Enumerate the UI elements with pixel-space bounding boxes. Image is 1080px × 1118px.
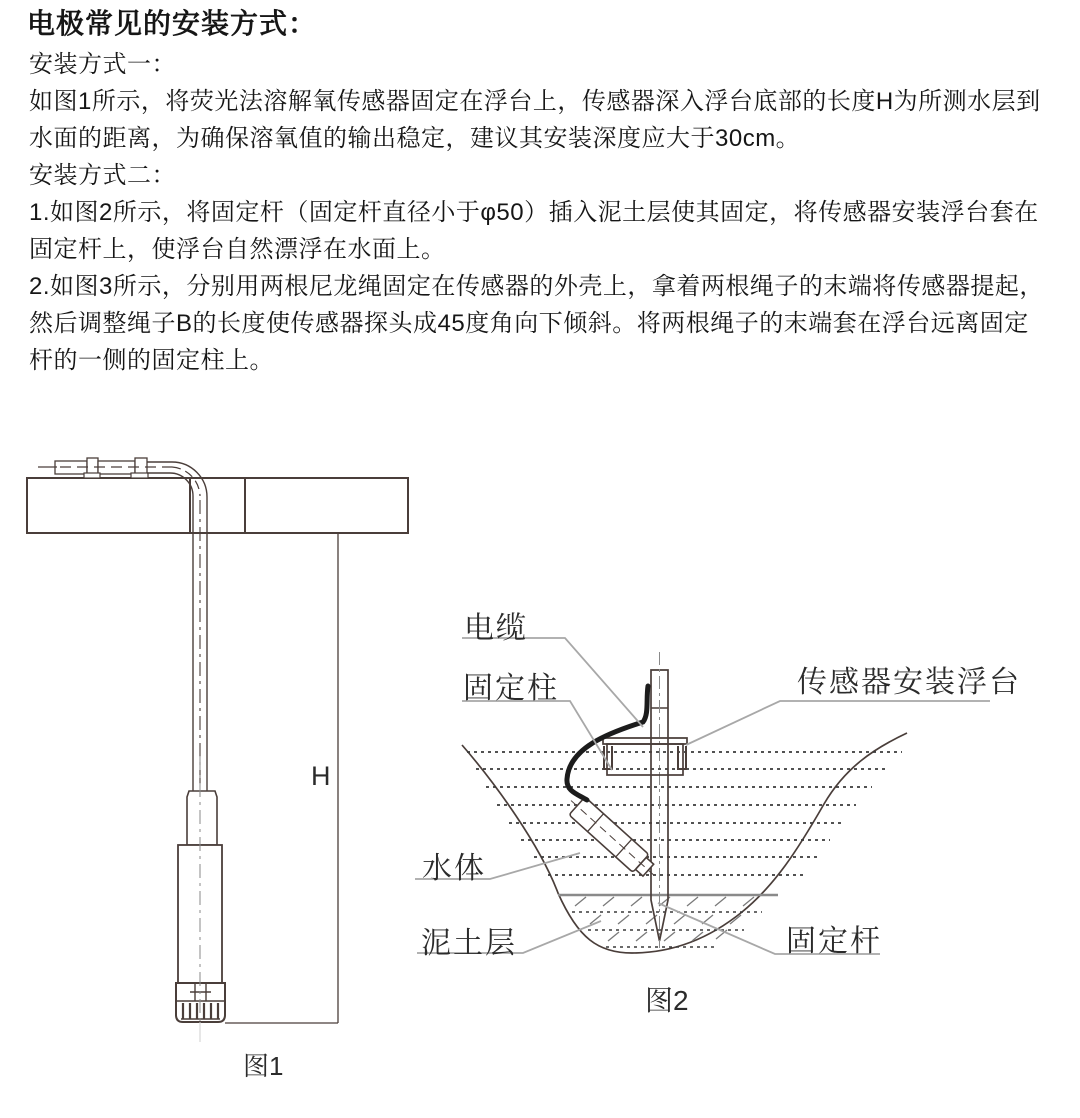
leader-platform <box>686 701 990 745</box>
paragraph-line: 水面的距离，为确保溶氧值的输出稳定，建议其安装深度应大于30cm。 <box>29 125 801 152</box>
fig2-water-lines <box>467 752 902 875</box>
figure1-drawing <box>27 458 408 1042</box>
fig2-label-fixing-rod: 固定杆 <box>786 925 882 958</box>
fig1-caption: 图1 <box>243 1051 284 1081</box>
page-title: 电极常见的安装方式： <box>27 8 318 39</box>
paragraph-line: 杆的一侧的固定柱上。 <box>29 347 274 374</box>
paragraph-line: 如图1所示，将荧光法溶解氧传感器固定在浮台上，传感器深入浮台底部的长度H为所测水层到 <box>29 88 1041 115</box>
fig1-sensor-neck <box>187 791 217 845</box>
paragraph-line: 1.如图2所示，将固定杆（固定杆直径小于φ50）插入泥土层使其固定，将传感器安装浮台套在 <box>29 199 1039 226</box>
fig2-label-fixing-post: 固定柱 <box>463 672 559 705</box>
paragraph-line: 固定杆上，使浮台自然漂浮在水面上。 <box>29 236 446 263</box>
paragraph-line: 然后调整绳子B的长度使传感器探头成45度角向下倾斜。将两根绳子的末端套在浮台远离固定 <box>29 310 1029 337</box>
fig2-label-mud: 泥土层 <box>421 927 517 960</box>
paragraph-line: 安装方式二： <box>29 162 176 189</box>
paragraph-line: 安装方式一： <box>29 51 176 78</box>
fig2-label-platform: 传感器安装浮台 <box>797 666 1021 699</box>
fig2-label-cable: 电缆 <box>464 612 528 645</box>
paragraph-line: 2.如图3所示，分别用两根尼龙绳固定在传感器的外壳上，拿着两根绳子的末端将传感器提起， <box>29 273 1044 300</box>
fig2-caption: 图2 <box>645 985 689 1016</box>
fig2-label-water: 水体 <box>422 852 486 885</box>
fig1-height-label: H <box>311 761 331 791</box>
leader-fixing-post <box>462 701 612 770</box>
fig1-float-platform <box>27 478 408 533</box>
